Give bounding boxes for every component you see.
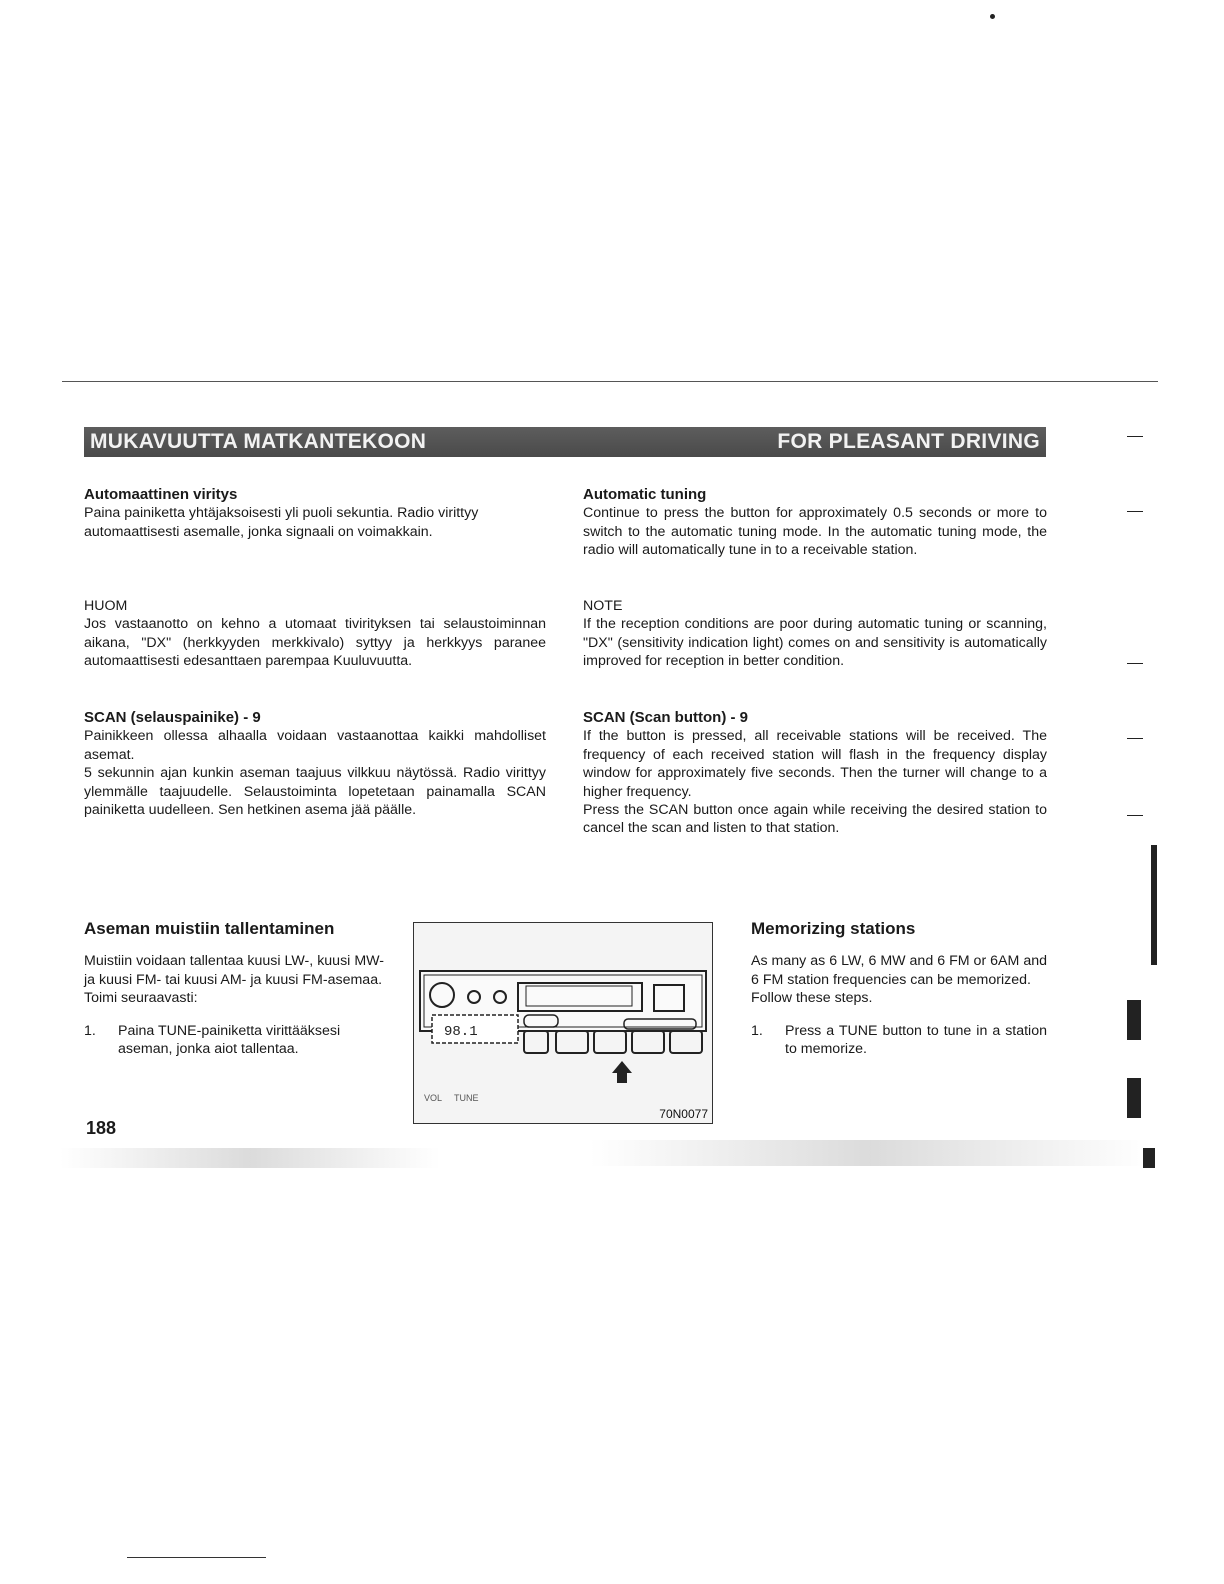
edge-mark bbox=[1127, 511, 1143, 512]
en-step-1 bbox=[751, 1022, 1047, 1059]
edge-mark bbox=[1127, 663, 1143, 664]
fi-note-section bbox=[84, 597, 546, 671]
en-scan-text-2: Press the SCAN button once again while receiving the desired station to cancel the scan and listen to that station. bbox=[583, 802, 1047, 837]
top-rule bbox=[62, 381, 1158, 382]
radio-illustration bbox=[414, 923, 712, 1123]
edge-tab bbox=[1143, 1148, 1155, 1168]
fi-scan-section bbox=[84, 709, 546, 819]
bottom-rule bbox=[127, 1557, 266, 1558]
en-step-1-number: 1. bbox=[751, 1022, 763, 1039]
en-scan-section bbox=[583, 709, 1047, 838]
scan-shadow-left bbox=[60, 1148, 440, 1168]
edge-tab bbox=[1151, 845, 1157, 965]
fi-auto-text: Paina painiketta yhtäjaksoisesti yli puoli sekuntia. Radio virittyy automaattisesti asemalle, jonka signaali on voimakkain. bbox=[84, 505, 479, 540]
en-note-section bbox=[583, 597, 1047, 671]
fi-memorize-section bbox=[84, 920, 384, 1058]
fi-auto-heading: Automaattinen viritys bbox=[84, 486, 238, 503]
fi-auto-section bbox=[84, 486, 546, 541]
en-note-heading: NOTE bbox=[583, 598, 623, 614]
diagram-label-vol: VOL bbox=[424, 1093, 443, 1103]
edge-mark bbox=[1127, 436, 1143, 437]
en-memorize-text: As many as 6 LW, 6 MW and 6 FM or 6AM and 6 FM station frequencies can be memorized. bbox=[751, 953, 1047, 988]
fi-step-1 bbox=[84, 1022, 384, 1059]
en-memorize-section bbox=[751, 920, 1047, 1058]
fi-scan-text-2: 5 sekunnin ajan kunkin aseman taajuus vilkkuu näytössä. Radio virittyy ylemmälle taajuudelle. Selaustoiminta lopetetaan painamalla SCAN painiketta uudelleen. Sen hetkinen asema jää päälle. bbox=[84, 765, 546, 819]
edge-tab bbox=[1127, 1078, 1141, 1118]
en-memorize-follow: Follow these steps. bbox=[751, 990, 873, 1007]
en-auto-section bbox=[583, 486, 1047, 560]
header-title-fi: MUKAVUUTTA MATKANTEKOON bbox=[90, 430, 427, 453]
fi-note-heading: HUOM bbox=[84, 598, 128, 614]
edge-mark bbox=[1127, 815, 1143, 816]
en-scan-heading: SCAN (Scan button) - 9 bbox=[583, 709, 748, 726]
radio-diagram bbox=[413, 922, 713, 1124]
diagram-code: 70N0077 bbox=[659, 1107, 708, 1121]
speck-dot bbox=[990, 14, 995, 19]
fi-scan-text-1: Painikkeen ollessa alhaalla voidaan vastaanottaa kaikki mahdolliset asemat. bbox=[84, 728, 546, 763]
header-title-en: FOR PLEASANT DRIVING bbox=[777, 430, 1040, 453]
page-number: 188 bbox=[86, 1118, 117, 1138]
fi-step-1-text: Paina TUNE-painiketta virittääksesi aseman, jonka aiot tallentaa. bbox=[118, 1022, 341, 1058]
section-header-bar bbox=[84, 427, 1046, 457]
en-step-1-text: Press a TUNE button to tune in a station to memorize. bbox=[785, 1022, 1047, 1058]
fi-step-1-number: 1. bbox=[84, 1022, 96, 1039]
scan-shadow-right bbox=[590, 1140, 1150, 1166]
en-note-text: If the reception conditions are poor during automatic tuning or scanning, "DX" (sensitivity indication light) comes on and sensitivity is automatically improved for reception in better condition. bbox=[583, 616, 1047, 670]
edge-mark bbox=[1127, 738, 1143, 739]
en-memorize-heading: Memorizing stations bbox=[751, 919, 916, 938]
fi-memorize-heading: Aseman muistiin tallentaminen bbox=[84, 919, 335, 938]
edge-tab bbox=[1127, 1000, 1141, 1040]
fi-memorize-follow: Toimi seuraavasti: bbox=[84, 990, 198, 1007]
radio-display-readout: 98.1 bbox=[444, 1024, 478, 1040]
fi-memorize-text: Muistiin voidaan tallentaa kuusi LW-, kuusi MW- ja kuusi FM- tai kuusi AM- ja kuusi FM-asemaa. bbox=[84, 953, 384, 988]
diagram-label-tune: TUNE bbox=[454, 1093, 479, 1103]
arrow-up-icon bbox=[612, 1061, 632, 1083]
en-scan-text-1: If the button is pressed, all receivable stations will be received. The frequency of each received station will flash in the frequency display window for approximately five seconds. Then the turner will change to a higher frequency. bbox=[583, 728, 1047, 800]
fi-note-text: Jos vastaanotto on kehno a utomaat tivirityksen tai selaustoiminnan aikana, "DX" (herkkyyden merkkivalo) syttyy ja herkkyys paranee automaattisesti edesanttaen parempaa Kuuluvuutta. bbox=[84, 616, 546, 670]
en-auto-text: Continue to press the button for approximately 0.5 seconds or more to switch to the automatic tuning mode. In the automatic tuning mode, the radio will automatically tune in to a receivable station. bbox=[583, 505, 1047, 559]
en-auto-heading: Automatic tuning bbox=[583, 486, 707, 503]
fi-scan-heading: SCAN (selauspainike) - 9 bbox=[84, 709, 261, 726]
